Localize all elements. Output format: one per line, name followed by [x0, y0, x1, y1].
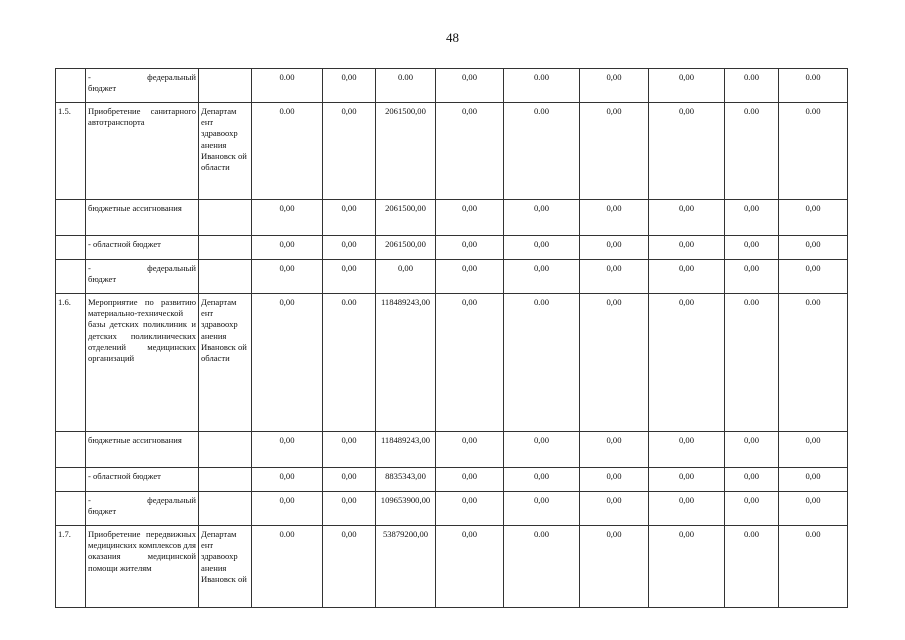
value-cell: 0,00	[649, 200, 725, 236]
table-row	[56, 526, 848, 608]
value-cell: 0,00	[580, 468, 649, 492]
value-cell: 0,00	[649, 294, 725, 432]
row-index: 1.7.	[56, 526, 86, 608]
value-cell: 0,00	[725, 260, 779, 294]
row-executor	[199, 200, 252, 236]
value-cell: 0,00	[323, 260, 376, 294]
row-index	[56, 432, 86, 468]
value-cell: 0.00	[323, 294, 376, 432]
row-name	[86, 260, 199, 294]
value-cell: 0,00	[504, 260, 580, 294]
row-name: бюджетные ассигнования	[86, 200, 199, 236]
row-name-rest: бюджет	[88, 83, 117, 94]
value-cell: 0,00	[649, 236, 725, 260]
value-cell: 0,00	[580, 103, 649, 200]
value-cell: 0,00	[725, 236, 779, 260]
row-executor	[199, 236, 252, 260]
value-cell: 0,00	[725, 492, 779, 526]
value-cell: 0,00	[252, 468, 323, 492]
value-cell: 0.00	[779, 294, 848, 432]
value-cell: 0,00	[323, 236, 376, 260]
value-cell: 0,00	[504, 236, 580, 260]
table-row	[56, 492, 848, 526]
value-cell: 0,00	[779, 432, 848, 468]
row-index	[56, 492, 86, 526]
row-index	[56, 236, 86, 260]
value-cell: 0,00	[779, 492, 848, 526]
value-cell: 0,00	[779, 200, 848, 236]
value-cell: 0,00	[779, 260, 848, 294]
row-name-dash: -	[88, 495, 91, 505]
table-row	[56, 103, 848, 200]
value-cell: 2061500,00	[376, 236, 436, 260]
row-executor	[199, 69, 252, 103]
row-index	[56, 468, 86, 492]
value-cell: 0,00	[649, 526, 725, 608]
page-number: 48	[446, 30, 459, 45]
row-index	[56, 200, 86, 236]
value-cell: 2061500,00	[376, 200, 436, 236]
value-cell: 0.00	[725, 103, 779, 200]
value-cell: 0,00	[649, 103, 725, 200]
value-cell: 0,00	[436, 468, 504, 492]
table-row	[56, 260, 848, 294]
value-cell: 0,00	[580, 294, 649, 432]
value-cell: 0,00	[580, 236, 649, 260]
value-cell: 0,00	[323, 200, 376, 236]
row-executor	[199, 260, 252, 294]
row-name-rest: бюджет	[88, 274, 117, 285]
value-cell: 0,00	[436, 103, 504, 200]
value-cell: 0,00	[504, 432, 580, 468]
value-cell: 0,00	[436, 236, 504, 260]
value-cell: 0,00	[323, 468, 376, 492]
value-cell: 0,00	[323, 432, 376, 468]
value-cell: 0,00	[252, 432, 323, 468]
value-cell: 0,00	[504, 200, 580, 236]
row-name-dash: -	[88, 72, 91, 82]
value-cell: 0,00	[580, 492, 649, 526]
row-index	[56, 69, 86, 103]
value-cell: 0,00	[436, 69, 504, 103]
value-cell: 0,00	[779, 236, 848, 260]
row-executor	[199, 432, 252, 468]
row-name-text: федеральный	[147, 495, 196, 505]
value-cell: 0,00	[725, 200, 779, 236]
row-executor	[199, 492, 252, 526]
value-cell: 0,00	[580, 432, 649, 468]
value-cell: 0,00	[323, 69, 376, 103]
value-cell: 0,00	[649, 468, 725, 492]
row-index: 1.5.	[56, 103, 86, 200]
row-name	[86, 492, 199, 526]
value-cell: 0.00	[779, 103, 848, 200]
value-cell: 0,00	[580, 526, 649, 608]
value-cell: 0,00	[252, 260, 323, 294]
row-name: бюджетные ассигнования	[86, 432, 199, 468]
value-cell: 0.00	[504, 69, 580, 103]
value-cell: 53879200,00	[376, 526, 436, 608]
value-cell: 0,00	[504, 492, 580, 526]
value-cell: 0.00	[725, 526, 779, 608]
value-cell: 0,00	[580, 69, 649, 103]
value-cell: 0,00	[649, 69, 725, 103]
value-cell: 0,00	[504, 468, 580, 492]
row-name-text: федеральный	[147, 72, 196, 82]
value-cell: 109653900,00	[376, 492, 436, 526]
value-cell: 0,00	[252, 236, 323, 260]
value-cell: 0,00	[649, 260, 725, 294]
value-cell: 0,00	[649, 492, 725, 526]
value-cell: 0.00	[779, 526, 848, 608]
row-executor: Департам ент здравоохр анения Ивановск ой	[199, 526, 252, 608]
value-cell: 0,00	[436, 526, 504, 608]
value-cell: 0.00	[725, 69, 779, 103]
value-cell: 0.00	[504, 103, 580, 200]
value-cell: 118489243,00	[376, 294, 436, 432]
value-cell: 0.00	[252, 103, 323, 200]
value-cell: 0,00	[580, 200, 649, 236]
value-cell: 0,00	[252, 294, 323, 432]
table-row	[56, 69, 848, 103]
value-cell: 0,00	[725, 432, 779, 468]
table-row	[56, 200, 848, 236]
value-cell: 0,00	[323, 492, 376, 526]
value-cell: 8835343,00	[376, 468, 436, 492]
value-cell: 0,00	[323, 526, 376, 608]
value-cell: 0,00	[436, 200, 504, 236]
row-name: - областной бюджет	[86, 468, 199, 492]
value-cell: 0.00	[252, 69, 323, 103]
value-cell: 0,00	[649, 432, 725, 468]
row-name: Приобретение передвижных медицинских комплексов для оказания медицинской помощи жителям	[86, 526, 199, 608]
value-cell: 0,00	[580, 260, 649, 294]
row-executor: Департам ент здравоохр анения Ивановск ой области	[199, 103, 252, 200]
table-row	[56, 432, 848, 468]
value-cell: 0.00	[779, 69, 848, 103]
value-cell: 0,00	[779, 468, 848, 492]
value-cell: 2061500,00	[376, 103, 436, 200]
table-row	[56, 294, 848, 432]
row-name: Приобретение санитарного автотранспорта	[86, 103, 199, 200]
value-cell: 0.00	[376, 69, 436, 103]
row-name: Мероприятие по развитию материально-технической базы детских поликлиник и детских поликлинических отделений медицинских организаций	[86, 294, 199, 432]
value-cell: 0,00	[725, 468, 779, 492]
row-name-rest: бюджет	[88, 506, 117, 517]
value-cell: 0.00	[725, 294, 779, 432]
row-executor	[199, 468, 252, 492]
value-cell: 0.00	[252, 526, 323, 608]
table-row	[56, 236, 848, 260]
value-cell: 0,00	[252, 200, 323, 236]
value-cell: 0,00	[436, 260, 504, 294]
value-cell: 0,00	[252, 492, 323, 526]
value-cell: 0,00	[436, 432, 504, 468]
row-executor: Департам ент здравоохр анения Ивановск ой области	[199, 294, 252, 432]
value-cell: 118489243,00	[376, 432, 436, 468]
value-cell: 0,00	[436, 492, 504, 526]
row-index	[56, 260, 86, 294]
row-name-text: федеральный	[147, 263, 196, 273]
value-cell: 0.00	[504, 526, 580, 608]
value-cell: 0.00	[504, 294, 580, 432]
table-row	[56, 468, 848, 492]
value-cell: 0,00	[376, 260, 436, 294]
value-cell: 0,00	[323, 103, 376, 200]
row-name	[86, 69, 199, 103]
row-name: - областной бюджет	[86, 236, 199, 260]
row-index: 1.6.	[56, 294, 86, 432]
value-cell: 0,00	[436, 294, 504, 432]
row-name-dash: -	[88, 263, 91, 273]
budget-table	[55, 68, 848, 608]
